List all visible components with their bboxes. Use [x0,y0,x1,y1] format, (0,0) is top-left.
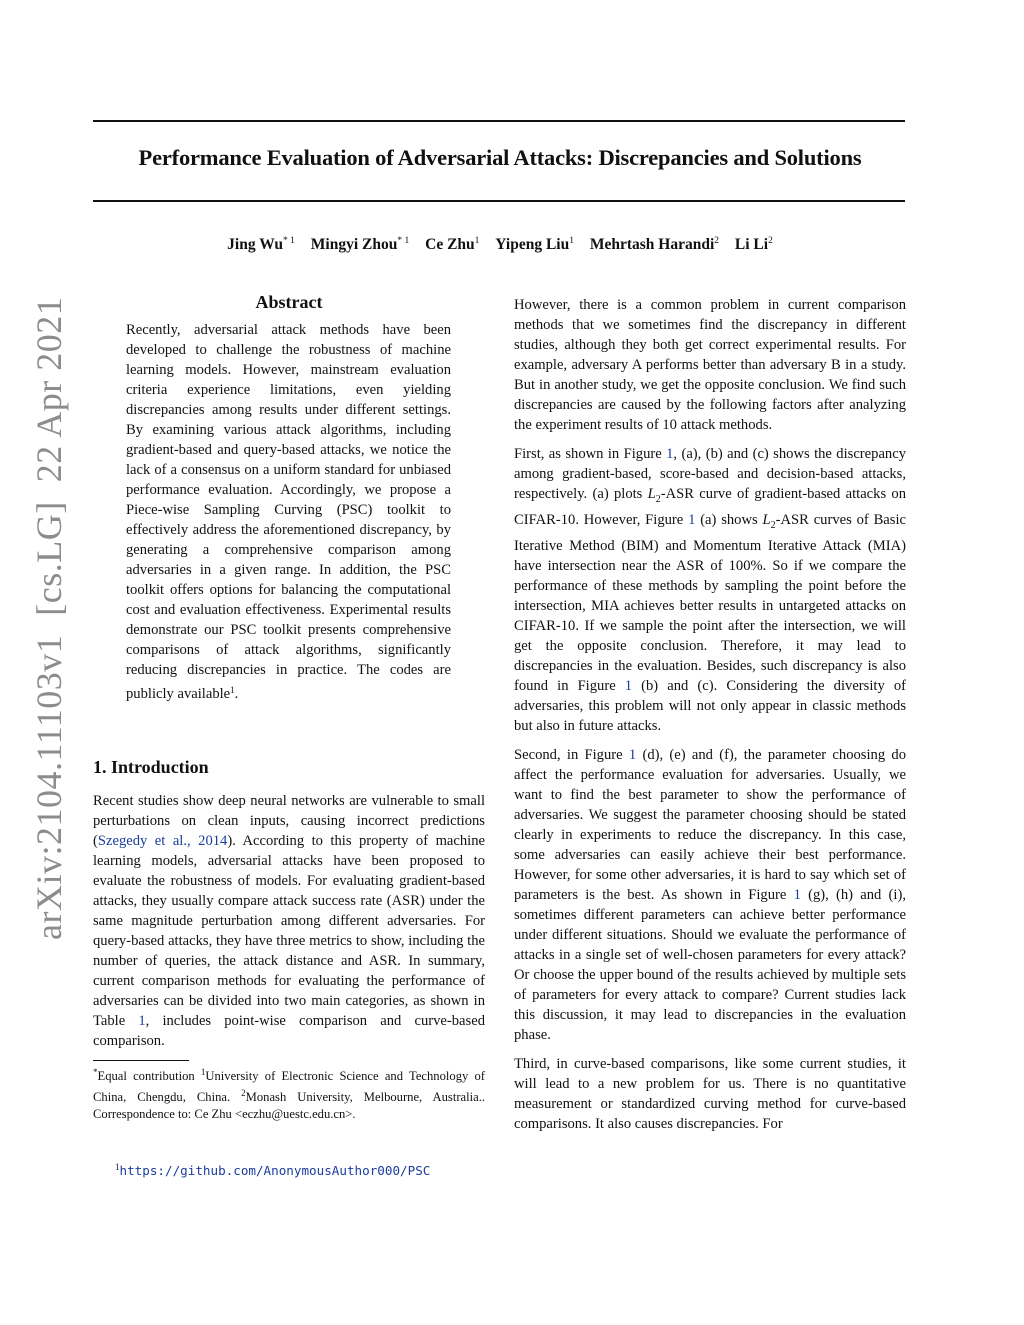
citation-link[interactable]: Szegedy et al., 2014 [97,833,228,849]
title-rule-top [93,120,905,122]
code-footnote: $^1$https://github.com/AnonymousAuthor000/PSC [115,1162,431,1178]
author: Mehrtash Harandi$^2$ [589,236,720,253]
figure-reference-link[interactable]: 1 [666,446,674,462]
paragraph: Third, in curve-based comparisons, like some current studies, it will lead to a new problem for us. There is no quantitative measurement or standardized curving method for curve-based comparisons. It also causes discrepancies. For [514,1055,906,1132]
footnote-divider [93,1060,189,1061]
arxiv-identifier-stamp: arXiv:2104.11103v1 [cs.LG] 22 Apr 2021 [29,296,69,940]
author: Mingyi Zhou$^{* 1}$ [310,236,410,253]
figure-reference-link[interactable]: 1 [688,511,696,528]
paragraph: However, there is a common problem in current comparison methods that we sometimes find the discrepancy in different studies, although they both get correct experimental results. For example, adversary A performs better than adversary B in a study. But in another study, we get the opposite conclusion. We find such discrepancies are caused by the following factors after analyzing the experiment results of 10 attack methods. [514,297,906,433]
table-reference-link[interactable]: 1 [138,1013,146,1029]
introduction-body: Recent studies show deep neural networks are vulnerable to small perturbations on clean inputs, causing incorrect predictions (Szegedy et al., 2014). According to this property of machine learning models, adversarial attacks have been proposed to evaluate the robustness of models. For evaluating gradient-based attacks, they usually compare attack success rate (ASR) under the same magnitude perturbation among different adversaries. For query-based attacks, they have three metrics to show, including the number of queries, the attack distance and ASR. In summary, current comparison methods for evaluating the performance of adversaries can be divided into two main categories, as shown in Table 1, includes point-wise comparison and curve-based comparison. [93,793,486,1049]
figure-reference-link[interactable]: 1 [793,886,801,903]
right-column-body [514,295,906,1134]
paragraph: Second, in Figure 1 (d), (e) and (f), the parameter choosing do affect the performance evaluation for adversaries. Usually, we want to find the best parameter to show the performance of adversaries. We suggest the parameter choosing should be stated clearly in experiments to reduce the discrepancy. In this case, some adversaries can easily achieve their best performance. However, for some other adversaries, it is hard to say which set of parameters is the best. As shown in Figure 1 (g), (h) and (i), sometimes different parameters can achieve better performance under different situations. Should we evaluate the performance of attacks in a single set of well-chosen parameters for every attack? Or choose the upper bound of the results achieved by multiple sets of parameters for every attack to compare? Current studies lack this discussion, it may lead to discrepancies in the evaluation phase. [514,746,906,1043]
abstract-body: Recently, adversarial attack methods have been developed to challenge the robustness of machine learning models. However, mainstream evaluation criteria experience limitations, even yielding discrepancies among results under different settings. By examining various attack algorithms, including gradient-based and query-based attacks, we notice the lack of a consensus on a uniform standard for unbiased performance evaluation. Accordingly, we propose a Piece-wise Sampling Curving (PSC) toolkit to effectively address the aforementioned discrepancy, by generating a comprehensive comparison among adversaries in a given range. In addition, the PSC toolkit offers options for balancing the computational cost and evaluation effectiveness. Experimental results demonstrate our PSC toolkit presents comprehensive comparisons of attack algorithms, significantly reducing discrepancies in practice. The codes are publicly available$^1$. [126,322,451,702]
author: Jing Wu$^{* 1}$ [227,236,295,253]
math-l2: $L_2$ [647,486,661,505]
figure-reference-link[interactable]: 1 [624,677,633,694]
paragraph: First, as shown in Figure 1, (a), (b) and (c) shows the discrepancy among gradient-based, score-based and decision-based attacks, respectively. (a) plots $L_2$-ASR curve of gradient-based attacks on CIFAR-10. However, Figure 1 (a) shows $L_2$-ASR curves of Basic Iterative Method (BIM) and Momentum Iterative Attack (MIA) have intersection near the ASR of 100%. So if we compare the performance of these methods by sampling the point before the intersection, MIA achieves better results in untargeted attacks on CIFAR-10. If we sample the point after the intersection, we will get the opposite conclusion. Therefore, it may lead to discrepancies in the evaluation. Besides, such discrepancy is also found in Figure 1 (b) and (c). Considering the diversity of adversaries, this problem will not only appear in classic methods but also in future attacks. [514,446,906,734]
figure-reference-link[interactable]: 1 [628,746,637,763]
abstract-heading: Abstract [255,292,323,312]
paper-title: Performance Evaluation of Adversarial Attacks: Discrepancies and Solutions [138,145,862,170]
author: Ce Zhu$^1$ [425,236,480,253]
affiliation-footnote: *Equal contribution $^1$University of Electronic Science and Technology of China, Chengdu, China. $^2$Monash University, Melbourne, Australia.. Correspondence to: Ce Zhu <eczhu@uestc.edu.cn>. [93,1067,485,1121]
code-url-link[interactable]: https://github.com/AnonymousAuthor000/PSC [119,1163,431,1178]
section-heading-introduction: 1. Introduction [93,757,209,777]
footnote-marker[interactable]: 1 [230,685,235,695]
math-l2: $L_2$ [762,511,776,531]
author-list [100,236,900,254]
author: Li Li$^2$ [734,236,773,253]
title-rule-bottom [93,200,905,202]
author: Yipeng Liu$^1$ [495,236,574,253]
